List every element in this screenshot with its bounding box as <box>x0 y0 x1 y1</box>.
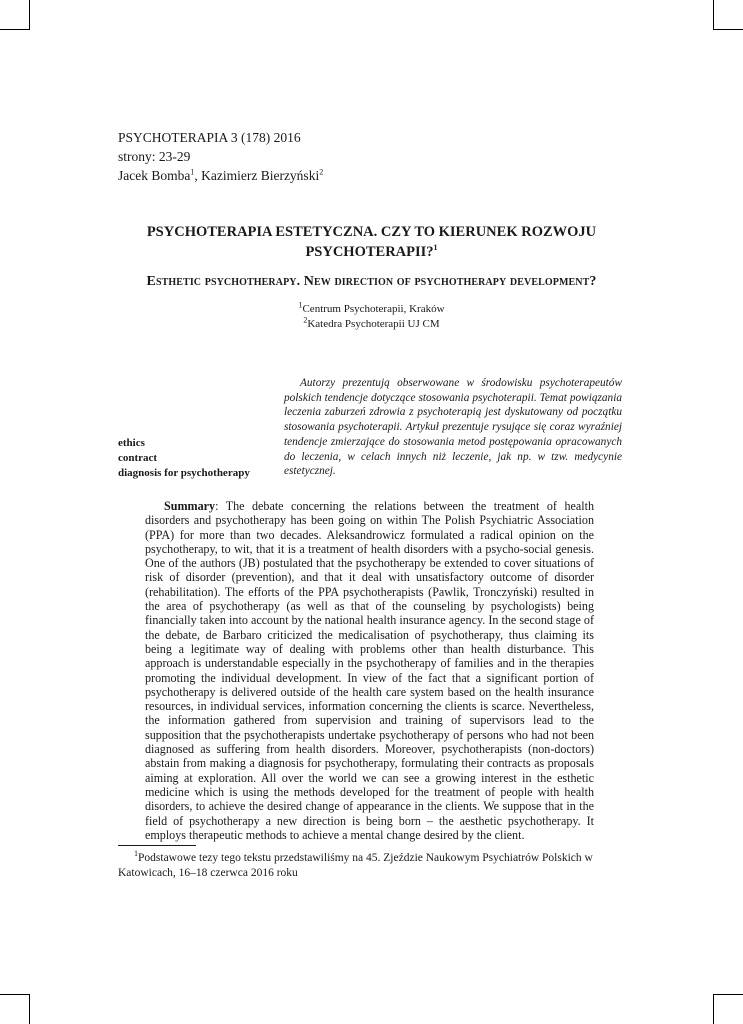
keyword: ethics <box>118 437 145 449</box>
crop-mark <box>29 994 30 1024</box>
footnote-marker: 1 <box>433 243 438 253</box>
crop-mark <box>713 994 714 1024</box>
footnote-divider <box>118 845 196 846</box>
crop-mark <box>713 0 714 30</box>
crop-mark <box>29 0 30 30</box>
keyword: diagnosis for psychotherapy <box>118 467 250 479</box>
affiliation <box>0 314 743 332</box>
crop-mark <box>0 994 30 995</box>
affiliation-marker: 1 <box>298 300 303 310</box>
author-name: Kazimierz Bierzyński <box>201 168 320 183</box>
affiliations <box>0 302 743 331</box>
affiliation-marker: 2 <box>303 314 308 324</box>
keyword: contract <box>118 452 158 464</box>
author-name: Jacek Bomba <box>118 168 191 183</box>
affiliation <box>0 302 743 317</box>
keywords <box>118 436 250 481</box>
article-subtitle: Esthetic psychotherapy. New direction of psychotherapy development? <box>146 274 597 289</box>
title-line: PSYCHOTERAPIA ESTETYCZNA. CZY TO KIERUNEK ROZWOJU <box>146 224 597 240</box>
footnote-marker: 1 <box>134 849 138 859</box>
footnote-text: Podstawowe tezy tego tekstu przedstawiliśmy na 45. Zjeździe Naukowym Psychiatrów Polskich w Katowicach, 16–18 czerwca 2016 roku <box>118 852 593 879</box>
footnote <box>118 851 628 881</box>
affiliation-marker: 1 <box>190 167 195 177</box>
affiliation-text: Centrum Psychoterapii, Kraków <box>302 303 445 315</box>
summary-paragraph <box>145 499 594 842</box>
abstract-polish: Autorzy prezentują obserwowane w środowisku psychoterapeutów polskich tendencje dotyczące stosowania psychoterapii. Temat powiązania leczenia zaburzeń zdrowia z psychoterapią jest dyskutowany od początku stosowania psychoterapii. Artykuł prezentuje rysujące się coraz wyraźniej tendencje zmierzające do stosowania metod postępowania opracowanych do leczenia, w celach innych niż leczenie, jak np. w tzw. medycynie estetycznej. <box>284 377 622 478</box>
crop-mark <box>713 994 743 995</box>
title-text: PSYCHOTERAPII? <box>305 244 434 260</box>
crop-mark <box>0 29 30 30</box>
title-line <box>100 242 643 262</box>
article-header <box>118 128 323 185</box>
article-title <box>100 222 643 262</box>
page-range: strony: 23-29 <box>118 149 191 164</box>
authors <box>118 166 323 185</box>
summary-text: : The debate concerning the relations between the treatment of health disorders and psychotherapy has been going on within The Polish Psychiatric Association (PPA) for more than two decades. Aleksandrowicz formulated a radical opinion on the psychotherapy, to wit, that it is a treatment of health disorders with a psycho-social genesis. One of the authors (JB) postulated that the psychotherapy be extended to cover situations of risk of disorder (prevention), and that it deal with unsatisfactory outcome of disorder (rehabilitation). The efforts of the PPA psychotherapists (Pawlik, Tronczyński) resulted in the area of psychotherapy (as well as that of the counseling by psychologists) being financially taken into account by the national health insurance agency. In the second stage of the debate, de Barbaro criticized the medicalisation of psychotherapy, thus claiming its being a legitimate way of dealing with problems other than health disturbance. This approach is understandable especially in the psychotherapy of families and in the therapies promoting the individual development. In view of the fact that a significant portion of psychotherapy is delivered outside of the health care system based on the health insurance resources, in individual services, information concerning the clients is scarce. Nevertheless, the information gathered from supervision and training of supervisors lead to the supposition that the psychotherapists undertake psychotherapy of persons who had not been diagnosed as suffering from health disorders. Moreover, psychotherapists (non-doctors) abstain from making a diagnosis for psychotherapy, formulating their contracts as proposals aiming at exploration. All over the world we can see a growing interest in the esthetic medicine which is using the methods developed for the treatment of people with health disorders, to achieve the desired change of appearance in the clients. We suppose that in the field of psychotherapy a new direction is being born – the aesthetic psychotherapy. It employs therapeutic methods to achieve a mental change desired by the client. <box>145 499 594 842</box>
affiliation-marker: 2 <box>319 167 324 177</box>
crop-mark <box>713 29 743 30</box>
summary-label: Summary <box>164 499 216 513</box>
affiliation-text: Katedra Psychoterapii UJ CM <box>307 317 440 330</box>
journal-issue: PSYCHOTERAPIA 3 (178) 2016 <box>118 130 301 145</box>
author-separator: , <box>194 168 202 183</box>
